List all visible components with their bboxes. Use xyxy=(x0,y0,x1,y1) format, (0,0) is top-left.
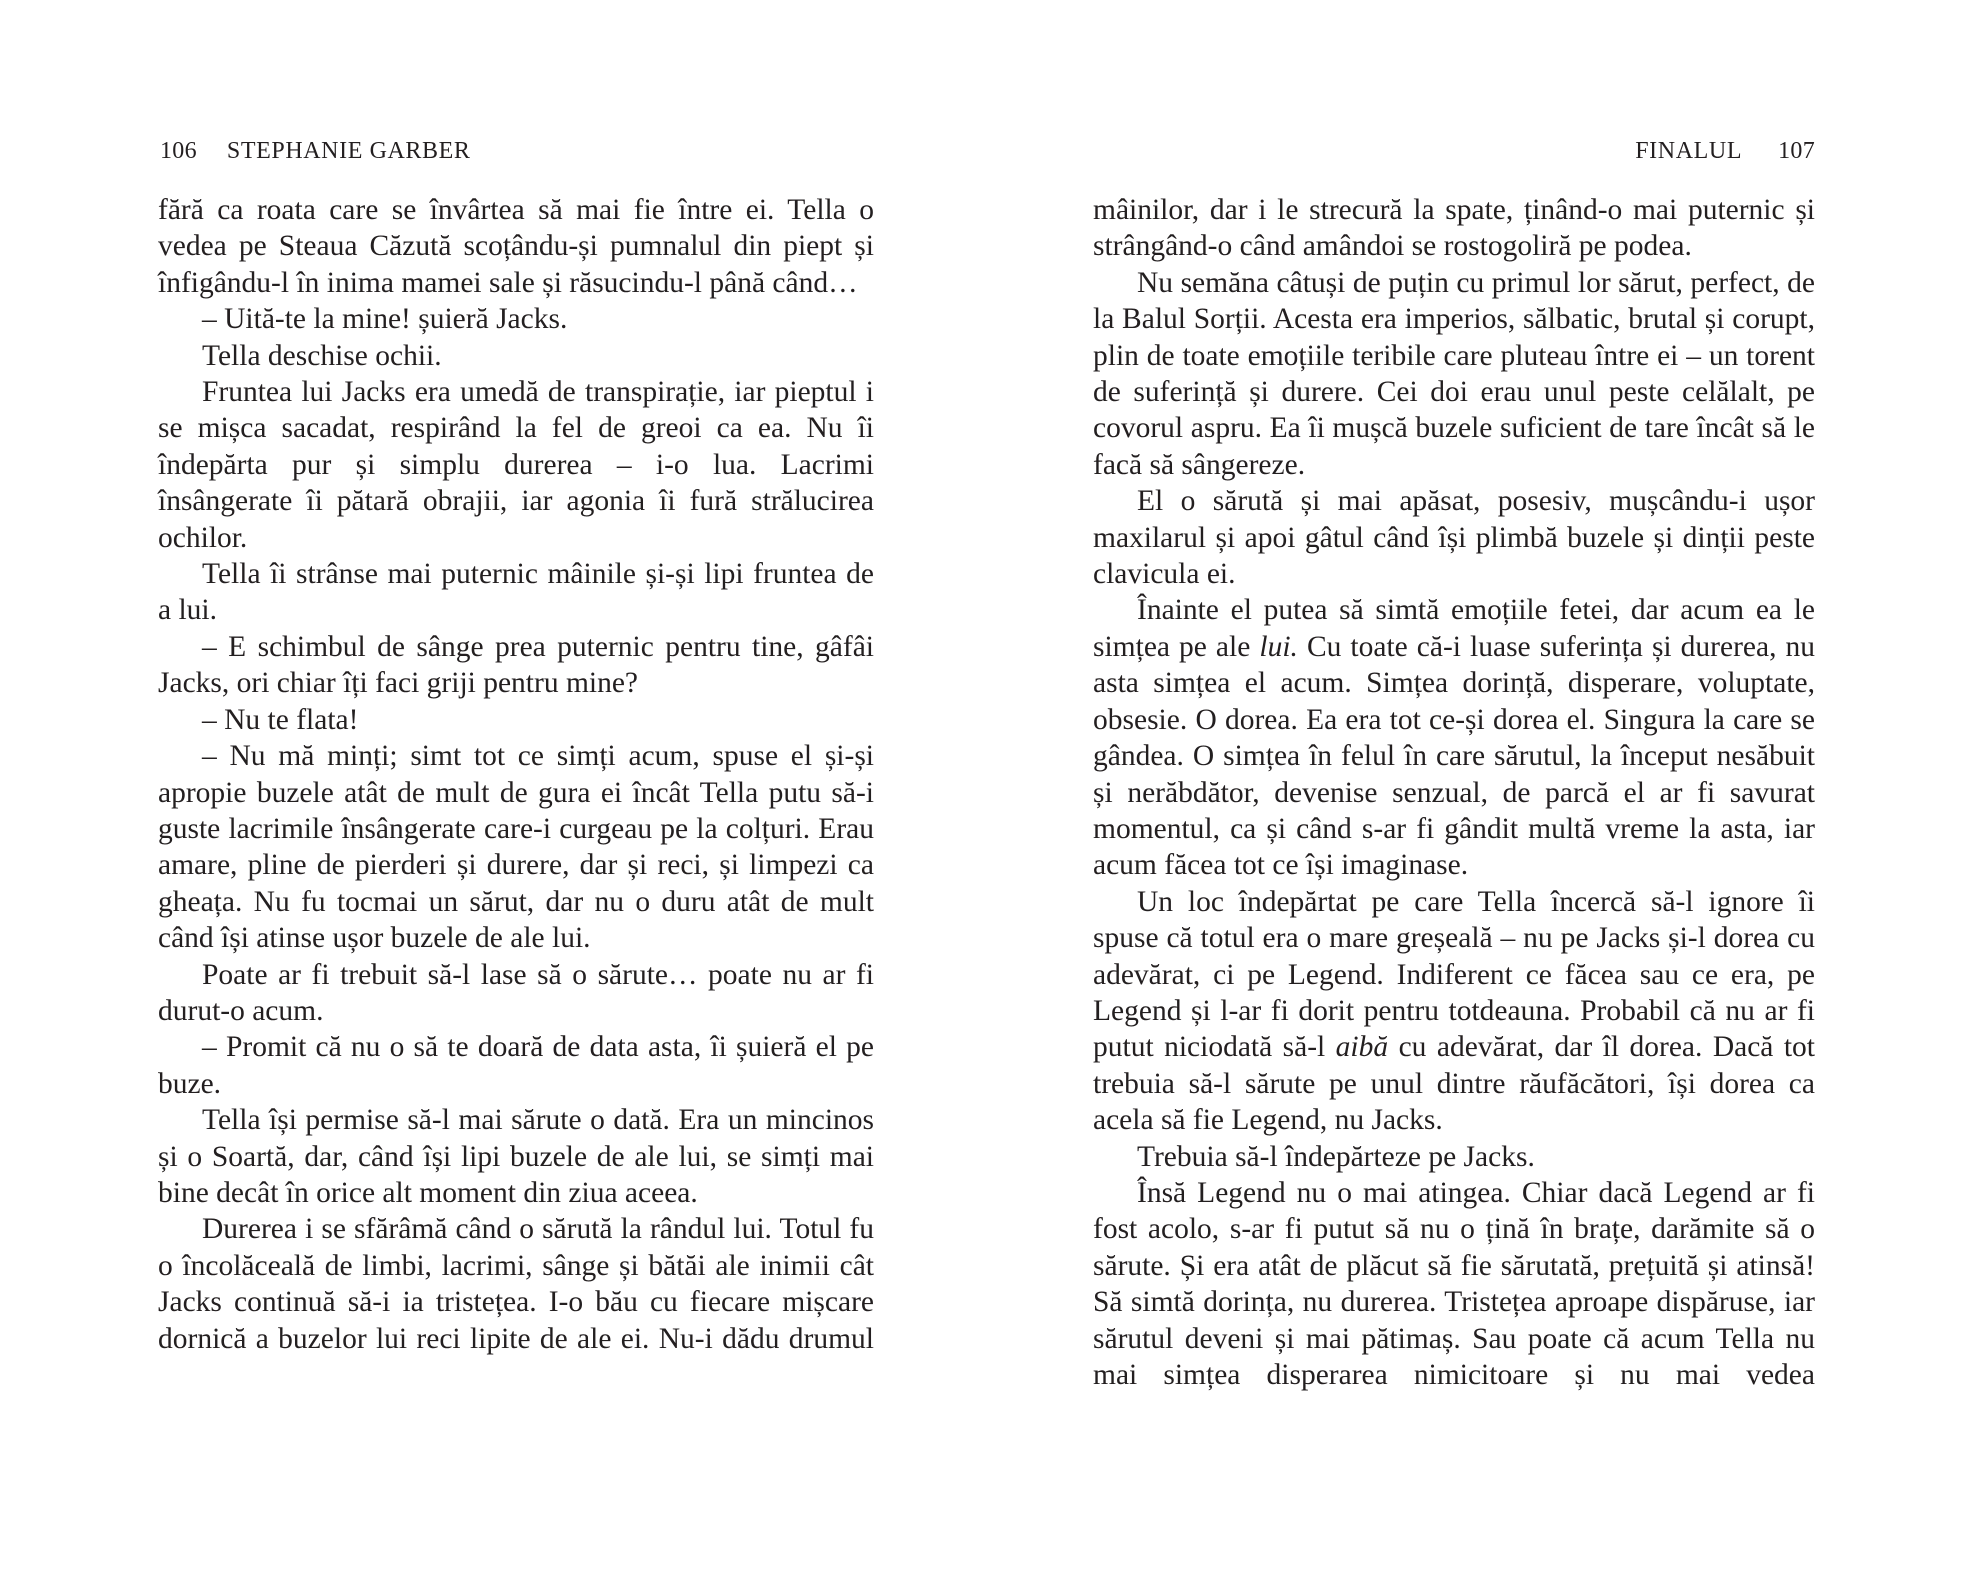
paragraph: – Nu te flata! xyxy=(202,703,359,736)
paragraph: Nu semăna câtuși de puțin cu primul lor sărut, perfect, de la Balul Sorții. Acesta era imperios, sălbatic, brutal și corupt, plin de toate emoțiile teribile care pluteau între ei – un torent de suferință și durere. Cei doi erau unul peste celălalt, pe covorul aspru. Ea îi mușcă buzele suficient de tare încât să le facă să sângereze. xyxy=(1093,266,1815,481)
text-segment: Cu toate că-i luase suferința și durerea, nu asta simțea el acum. Simțea dorință, disperare, voluptate, obsesie. O dorea. Ea era tot ce-și dorea el. Singura la care se gândea. O simțea în felul în care sărutul, la început nesăbuit și nerăbdător, devenise senzual, de parcă el ar fi savurat momentul, ca și când s-ar fi gândit multă vreme la asta, iar acum făcea tot ce își imaginase. xyxy=(1093,630,1816,882)
paragraph: Tella deschise ochii. xyxy=(202,339,442,372)
paragraph: Tella își permise să-l mai sărute o dată. Era un mincinos și o Soartă, dar, când își lipi buzele de ale lui, se simți mai bine decât în orice alt moment din ziua aceea. xyxy=(158,1104,874,1209)
paragraph: Fruntea lui Jacks era umedă de transpirație, iar pieptul i se mișca sacadat, respirând la fel de greoi ca ea. Nu îi îndepărta pur și simplu durerea – i-o lua. Lacrimi însângerate îi pătară obrajii, iar agonia îi fură strălucirea ochilor. xyxy=(158,376,874,554)
paragraph: Trebuia să-l îndepărteze pe Jacks. xyxy=(1137,1140,1535,1173)
right-body-text xyxy=(1093,192,1815,1393)
right-page-number: 107 xyxy=(1778,138,1815,164)
right-page xyxy=(985,0,1969,1575)
paragraph xyxy=(1093,592,1815,883)
paragraph: Tella îi strânse mai puternic mâinile și-și lipi fruntea de a lui. xyxy=(158,558,874,627)
paragraph: fără ca roata care se învârtea să mai fie între ei. Tella o vedea pe Steaua Căzută scoțându-și pumnalul din piept și înfigându-l în inima mamei sale și răsucindu-l până când… xyxy=(158,194,874,299)
paragraph: – Promit că nu o să te doară de data asta, îi șuieră el pe buze. xyxy=(158,1031,874,1100)
right-running-head xyxy=(1635,136,1815,166)
left-page-number: 106 xyxy=(160,138,197,164)
right-running-title: FINALUL xyxy=(1635,138,1743,164)
paragraph xyxy=(1093,884,1815,1139)
left-page xyxy=(0,0,984,1575)
text-segment: Un loc îndepărtat pe care Tella încercă să-l ignore îi spuse că totul era o mare greșeală – nu pe Jacks și-l dorea cu adevărat, ci pe Legend. Indiferent ce făcea sau ce era, pe Legend și l-ar fi dorit pentru totdeauna. Probabil că nu ar fi putut niciodată să-l xyxy=(1093,885,1815,1064)
italic-emphasis: aibă xyxy=(1335,1031,1389,1064)
paragraph: – Uită-te la mine! șuieră Jacks. xyxy=(202,303,568,336)
paragraph: mâinilor, dar i le strecură la spate, ținând-o mai puternic și strângând-o când amândoi se rostogoliră pe podea. xyxy=(1093,194,1815,263)
paragraph: Durerea i se sfărâmă când o sărută la rândul lui. Totul fu o încolăceală de limbi, lacrimi, sânge și bătăi ale inimii cât Jacks continuă să-i ia tristețea. I-o bău cu fiecare mișcare dornică a buzelor lui reci lipite de ale ei. Nu-i dădu drumul xyxy=(158,1213,874,1355)
left-running-title: STEPHANIE GARBER xyxy=(226,138,471,164)
paragraph: El o sărută și mai apăsat, posesiv, mușcându-i ușor maxilarul și apoi gâtul când își plimbă buzele și dinții peste clavicula ei. xyxy=(1093,485,1815,591)
italic-emphasis: lui. xyxy=(1259,630,1298,663)
paragraph: – Nu mă minți; simt tot ce simți acum, spuse el și-și apropie buzele atât de mult de gura ei încât Tella putu să-i guste lacrimile însângerate care-i curgeau pe la colțuri. Erau amare, pline de pierderi și durere, dar și reci, și limpezi ca gheața. Nu fu tocmai un sărut, dar nu o duru atât de mult când își atinse ușor buzele de ale lui. xyxy=(158,740,874,955)
paragraph: Poate ar fi trebuit să-l lase să o sărute… poate nu ar fi durut-o acum. xyxy=(158,958,874,1027)
paragraph: Însă Legend nu o mai atingea. Chiar dacă Legend ar fi fost acolo, s-ar fi putut să nu o țină în brațe, darămite să o sărute. Și era atât de plăcut să fie sărutată, prețuită și atinsă! Să simtă dorința, nu durerea. Tristețea aproape dispăruse, iar sărutul deveni și mai pătimaș. Sau poate că acum Tella nu mai simțea disperarea nimicitoare și nu mai vedea xyxy=(1093,1176,1815,1391)
left-running-head xyxy=(160,136,471,166)
paragraph: – E schimbul de sânge prea puternic pentru tine, gâfâi Jacks, ori chiar îți faci griji pentru mine? xyxy=(158,630,874,700)
left-body-text xyxy=(158,192,874,1357)
text-segment: Înainte el putea să simtă emoțiile fetei, dar acum ea le simțea pe ale xyxy=(1093,594,1815,663)
text-segment: cu adevărat, dar îl dorea. Dacă tot trebuia să-l sărute pe unul dintre răufăcători, își dorea ca acela să fie Legend, nu Jacks. xyxy=(1093,1031,1815,1137)
